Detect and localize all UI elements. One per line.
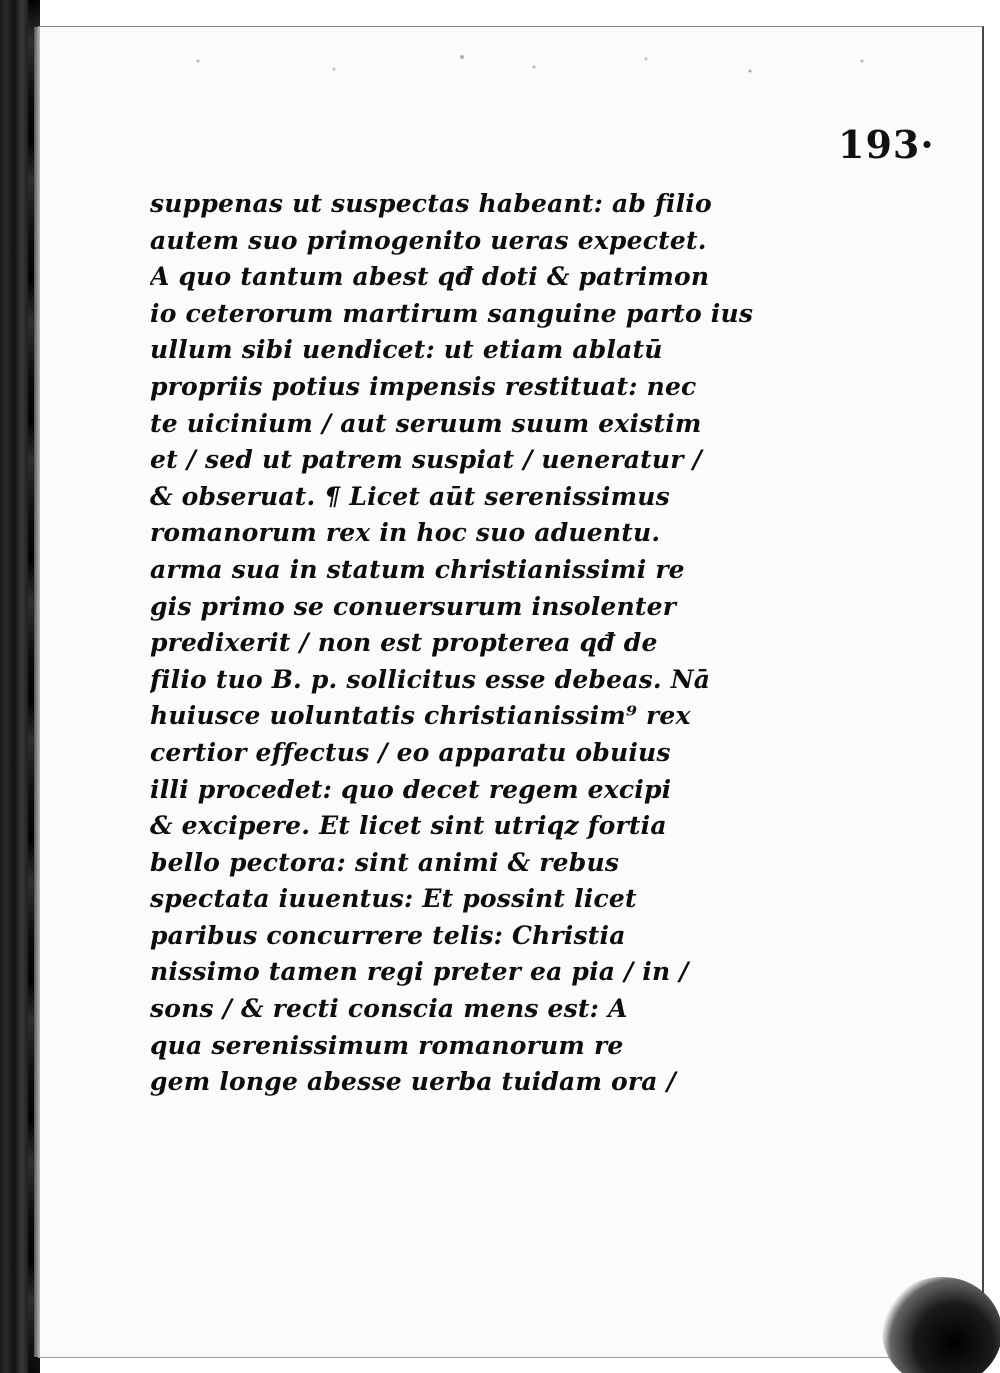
paper-speckles xyxy=(158,45,958,85)
text-line: sons / & recti conscia mens est: A xyxy=(150,994,628,1024)
text-line: nissimo tamen regi preter ea pia / in / xyxy=(150,957,689,987)
text-line: qua serenissimum romanorum re xyxy=(150,1030,624,1060)
text-line: certior effectus / eo apparatu obuius xyxy=(150,737,671,767)
text-line: ullum sibi uendicet: ut etiam ablatū xyxy=(150,335,663,365)
text-line: & excipere. Et licet sint utriqz fortia xyxy=(150,811,667,841)
text-line: gis primo se conuersurum insolenter xyxy=(150,591,677,621)
text-line: bello pectora: sint animi & rebus xyxy=(150,847,620,877)
manuscript-text xyxy=(150,186,790,1101)
text-line: spectata iuuentus: Et possint licet xyxy=(150,884,637,914)
text-line: predixerit / non est propterea qđ de xyxy=(150,628,658,658)
text-line: autem suo primogenito ueras expectet. xyxy=(150,225,707,255)
text-line: romanorum rex in hoc suo aduentu. xyxy=(150,518,661,548)
text-line: A quo tantum abest qđ doti & patrimon xyxy=(150,262,710,292)
text-line: illi procedet: quo decet regem excipi xyxy=(150,774,672,804)
text-line: gem longe abesse uerba tuidam ora / xyxy=(150,1067,676,1097)
text-line: propriis potius impensis restituat: nec xyxy=(150,371,697,401)
folio-number: 193· xyxy=(838,122,935,167)
thumb-shadow xyxy=(882,1277,1000,1373)
text-line: io ceterorum martirum sanguine parto ius xyxy=(150,298,754,328)
text-line: huiusce uoluntatis christianissim⁹ rex xyxy=(150,701,691,731)
text-line: arma sua in statum christianissimi re xyxy=(150,554,685,584)
text-line: et / sed ut patrem suspiat / ueneratur / xyxy=(150,445,702,475)
text-line: filio tuo B. p. sollicitus esse debeas. Nā xyxy=(150,664,711,694)
text-line: & obseruat. ¶ Licet aūt serenissimus xyxy=(150,481,670,511)
text-line: te uicinium / aut seruum suum existim xyxy=(150,408,702,438)
text-line: suppenas ut suspectas habeant: ab filio xyxy=(150,189,712,218)
text-line: paribus concurrere telis: Christia xyxy=(150,920,626,950)
